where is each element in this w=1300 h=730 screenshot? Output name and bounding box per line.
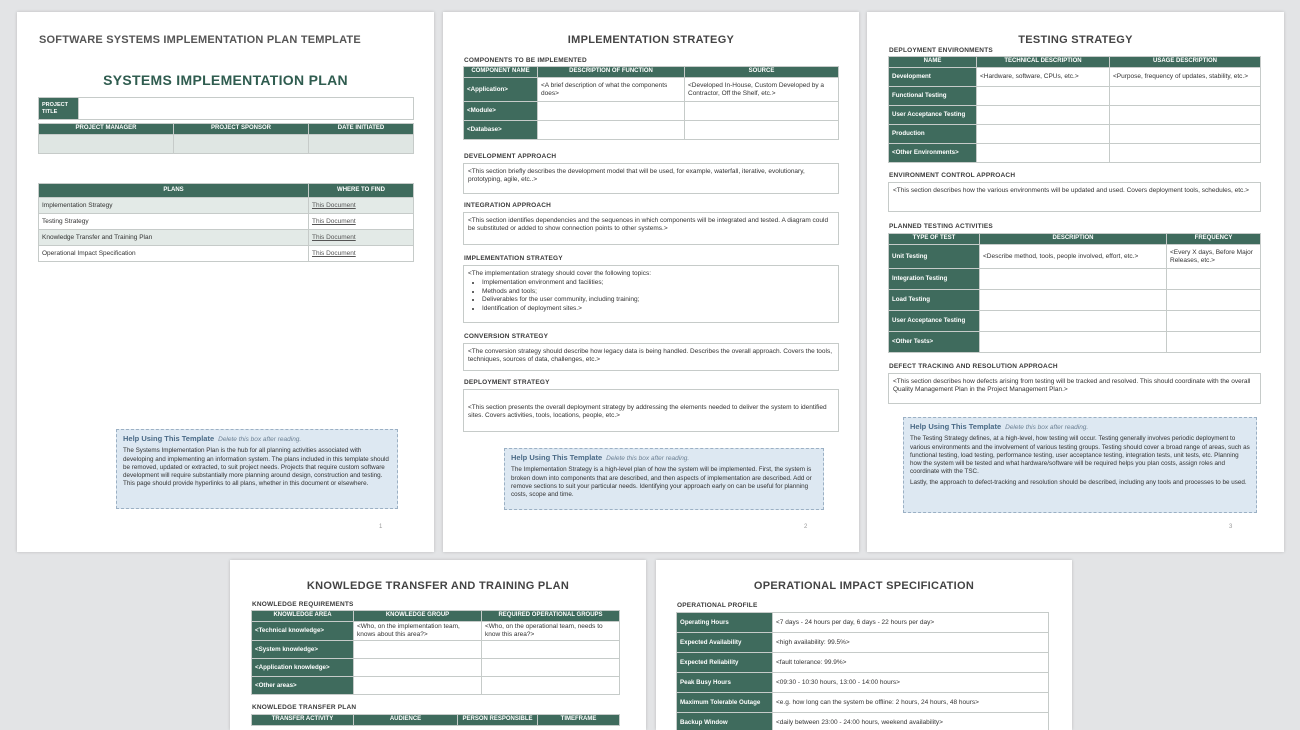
knowledge-area-header: KNOWLEDGE AREA — [252, 611, 354, 622]
table-row — [39, 230, 414, 246]
required-groups[interactable]: <Who, on the operational team, needs to know this area?> — [482, 622, 620, 641]
required-groups[interactable] — [482, 659, 620, 677]
profile-label: Backup Window — [677, 713, 773, 730]
plan-main-title: SYSTEMS IMPLEMENTATION PLAN — [17, 72, 434, 88]
table-row — [889, 332, 1261, 353]
env-tech[interactable] — [977, 144, 1110, 163]
table-row — [677, 673, 1049, 693]
page-3 — [867, 12, 1284, 552]
env-usage[interactable] — [1110, 144, 1261, 163]
page-number: 1 — [379, 524, 382, 530]
plans-header: PLANS — [39, 184, 309, 198]
knowledge-transfer-title: KNOWLEDGE TRANSFER AND TRAINING PLAN — [230, 580, 646, 592]
table-row — [677, 613, 1049, 633]
env-usage[interactable] — [1110, 106, 1261, 125]
component-desc[interactable] — [538, 102, 685, 121]
plan-name: Knowledge Transfer and Training Plan — [39, 230, 309, 246]
table-row — [39, 214, 414, 230]
project-info-table — [38, 123, 414, 154]
help-text: The Implementation Strategy is a high-level plan of how the system will be implemented. First, the system is broken down into components that are described, and then aspects of implementation are described. Add or remove sections to suit your particular needs. Identifying your approach early on can be useful for planning costs, scope and time. — [511, 466, 817, 499]
testing-strategy-title: TESTING STRATEGY — [867, 34, 1284, 46]
help-title: Help Using This Template — [910, 422, 1001, 431]
test-desc[interactable]: <Describe method, tools, people involved, effort, etc.> — [980, 245, 1167, 269]
plans-table — [38, 183, 414, 262]
component-name: <Application> — [464, 78, 538, 102]
profile-label: Operating Hours — [677, 613, 773, 633]
page-number: 2 — [804, 524, 807, 530]
plan-link[interactable]: This Document — [312, 250, 356, 257]
planned-testing-table — [888, 233, 1261, 353]
component-desc[interactable] — [538, 121, 685, 140]
knowledge-req-table — [251, 610, 620, 695]
defect-heading: DEFECT TRACKING AND RESOLUTION APPROACH — [889, 363, 1058, 370]
profile-value[interactable]: <fault tolerance: 99.9%> — [773, 653, 1049, 673]
table-row — [889, 106, 1261, 125]
table-row — [39, 246, 414, 262]
help-title: Help Using This Template — [123, 434, 214, 443]
env-usage[interactable] — [1110, 87, 1261, 106]
date-initiated-field[interactable] — [309, 135, 414, 154]
table-row — [252, 641, 620, 659]
project-sponsor-field[interactable] — [174, 135, 309, 154]
required-groups[interactable] — [482, 641, 620, 659]
plan-name: Implementation Strategy — [39, 198, 309, 214]
help-text: Lastly, the approach to defect-tracking and resolution should be described, including any tools and processes to be used. — [910, 479, 1250, 487]
knowledge-area: <Other areas> — [252, 677, 354, 695]
test-freq-header: FREQUENCY — [1167, 234, 1261, 245]
table-row — [39, 198, 414, 214]
env-name: Production — [889, 125, 977, 144]
page-5 — [656, 560, 1072, 730]
implementation-intro: <The implementation strategy should cover the following topics: — [468, 270, 834, 278]
person-responsible-header: PERSON RESPONSIBLE — [458, 715, 538, 726]
profile-label: Peak Busy Hours — [677, 673, 773, 693]
table-row — [889, 311, 1261, 332]
help-delete-note: Delete this box after reading. — [606, 455, 689, 462]
components-heading: COMPONENTS TO BE IMPLEMENTED — [464, 57, 587, 64]
profile-value[interactable]: <daily between 23:00 - 24:00 hours, weekend availability> — [773, 713, 1049, 730]
env-tech-header: TECHNICAL DESCRIPTION — [977, 57, 1110, 68]
test-freq[interactable] — [1167, 290, 1261, 311]
deployment-heading: DEPLOYMENT STRATEGY — [464, 379, 550, 386]
implementation-heading: IMPLEMENTATION STRATEGY — [464, 255, 563, 262]
test-freq[interactable] — [1167, 332, 1261, 353]
component-desc[interactable]: <A brief description of what the components does> — [538, 78, 685, 102]
environments-heading: DEPLOYMENT ENVIRONMENTS — [889, 47, 993, 54]
env-tech[interactable] — [977, 125, 1110, 144]
table-row — [889, 68, 1261, 87]
operational-impact-title: OPERATIONAL IMPACT SPECIFICATION — [656, 580, 1072, 592]
operational-profile-table — [676, 612, 1049, 730]
implementation-text[interactable] — [463, 265, 839, 323]
knowledge-group[interactable]: <Who, on the implementation team, knows about this area?> — [354, 622, 482, 641]
component-source[interactable]: <Developed In-House, Custom Developed by a Contractor, Off the Shelf, etc.> — [685, 78, 839, 102]
table-row — [677, 653, 1049, 673]
timeframe-header: TIMEFRAME — [538, 715, 620, 726]
list-item: • Deliverables for the user community, including training; — [482, 296, 834, 304]
component-source[interactable] — [685, 121, 839, 140]
development-heading: DEVELOPMENT APPROACH — [464, 153, 556, 160]
conversion-heading: CONVERSION STRATEGY — [464, 333, 548, 340]
table-row — [252, 659, 620, 677]
date-initiated-header: DATE INITIATED — [309, 124, 414, 135]
knowledge-transfer-plan-heading: KNOWLEDGE TRANSFER PLAN — [252, 704, 356, 711]
env-control-text[interactable]: <This section describes how the various environments will be updated and used. Covers deployment tools, schedules, etc.> — [888, 182, 1261, 212]
page-4 — [230, 560, 646, 730]
implementation-list — [468, 279, 834, 313]
integration-heading: INTEGRATION APPROACH — [464, 202, 551, 209]
page-number: 3 — [1229, 524, 1232, 530]
knowledge-transfer-plan-table — [251, 714, 620, 726]
document-title: SOFTWARE SYSTEMS IMPLEMENTATION PLAN TEMPLATE — [39, 34, 361, 46]
table-row — [464, 102, 839, 121]
page-1 — [17, 12, 434, 552]
components-table — [463, 66, 839, 140]
env-tech[interactable]: <Hardware, software, CPUs, etc.> — [977, 68, 1110, 87]
plan-link[interactable]: This Document — [312, 218, 356, 225]
where-to-find-header: WHERE TO FIND — [309, 184, 414, 198]
defect-text[interactable]: <This section describes how defects arising from testing will be tracked and resolved. This should coordinate with the overall Quality Management Plan in the Project Management Plan.> — [888, 373, 1261, 404]
table-row — [677, 713, 1049, 730]
list-item: • Methods and tools; — [482, 288, 834, 296]
integration-text[interactable]: <This section identifies dependencies and the sequences in which components will be integrated and tested. A diagram could be substituted or added to show connection points to other systems.> — [463, 212, 839, 245]
conversion-text[interactable]: <The conversion strategy should describe how legacy data is being handled. Describes the overall approach. Covers the tools, techniques, sources of data, challenges, etc.> — [463, 343, 839, 371]
component-name: <Module> — [464, 102, 538, 121]
table-row — [252, 677, 620, 695]
env-usage-header: USAGE DESCRIPTION — [1110, 57, 1261, 68]
plan-name: Testing Strategy — [39, 214, 309, 230]
description-header: DESCRIPTION OF FUNCTION — [538, 67, 685, 78]
help-delete-note: Delete this box after reading. — [1005, 424, 1088, 431]
page-2 — [443, 12, 859, 552]
test-desc[interactable] — [980, 332, 1167, 353]
knowledge-req-heading: KNOWLEDGE REQUIREMENTS — [252, 601, 354, 608]
table-row — [889, 125, 1261, 144]
test-freq[interactable] — [1167, 311, 1261, 332]
plan-link[interactable]: This Document — [312, 202, 356, 209]
test-freq[interactable] — [1167, 269, 1261, 290]
source-header: SOURCE — [685, 67, 839, 78]
test-type: User Acceptance Testing — [889, 311, 980, 332]
help-text: The Testing Strategy defines, at a high-level, how testing will occur. Testing generally involves periodic deployment to various environments and the involvement of various testing groups. Testing should cover a broad range of areas, such as functional testing, load testing, performance testing, user acceptance testing, integration tests, unit tests, etc. Planning how the system will be tested and what hardware/software will be required helps you plan costs, assign roles and coordinate with the TSC. — [910, 435, 1250, 476]
test-freq[interactable]: <Every X days, Before Major Releases, etc.> — [1167, 245, 1261, 269]
plan-name: Operational Impact Specification — [39, 246, 309, 262]
table-row — [889, 245, 1261, 269]
env-name: Functional Testing — [889, 87, 977, 106]
knowledge-group[interactable] — [354, 659, 482, 677]
knowledge-group[interactable] — [354, 641, 482, 659]
project-title-field[interactable] — [79, 98, 414, 120]
project-manager-header: PROJECT MANAGER — [39, 124, 174, 135]
env-name-header: NAME — [889, 57, 977, 68]
table-row — [464, 121, 839, 140]
planned-testing-heading: PLANNED TESTING ACTIVITIES — [889, 223, 993, 230]
env-name: User Acceptance Testing — [889, 106, 977, 125]
help-box — [116, 429, 398, 509]
transfer-activity-header: TRANSFER ACTIVITY — [252, 715, 354, 726]
table-row — [464, 78, 839, 102]
plan-link[interactable]: This Document — [312, 234, 356, 241]
deployment-text[interactable]: <This section presents the overall deployment strategy by addressing the elements needed to deliver the system to identified sites. Covers activities, tools, locations, people, etc.> — [463, 389, 839, 432]
table-row — [677, 693, 1049, 713]
project-manager-field[interactable] — [39, 135, 174, 154]
env-usage[interactable]: <Purpose, frequency of updates, stability, etc.> — [1110, 68, 1261, 87]
component-name-header: COMPONENT NAME — [464, 67, 538, 78]
test-type: <Other Tests> — [889, 332, 980, 353]
test-desc[interactable] — [980, 311, 1167, 332]
knowledge-group[interactable] — [354, 677, 482, 695]
table-row — [252, 622, 620, 641]
table-row — [889, 269, 1261, 290]
test-type-header: TYPE OF TEST — [889, 234, 980, 245]
component-source[interactable] — [685, 102, 839, 121]
profile-value[interactable]: <high availability: 99.5%> — [773, 633, 1049, 653]
env-name: Development — [889, 68, 977, 87]
required-groups[interactable] — [482, 677, 620, 695]
help-box — [903, 417, 1257, 513]
implementation-strategy-title: IMPLEMENTATION STRATEGY — [443, 34, 859, 46]
test-type: Unit Testing — [889, 245, 980, 269]
knowledge-area: <System knowledge> — [252, 641, 354, 659]
project-sponsor-header: PROJECT SPONSOR — [174, 124, 309, 135]
test-desc[interactable] — [980, 290, 1167, 311]
profile-label: Expected Availability — [677, 633, 773, 653]
profile-value[interactable]: <7 days - 24 hours per day, 6 days - 22 hours per day> — [773, 613, 1049, 633]
profile-value[interactable]: <09:30 - 10:30 hours, 13:00 - 14:00 hours> — [773, 673, 1049, 693]
env-control-heading: ENVIRONMENT CONTROL APPROACH — [889, 172, 1015, 179]
test-desc[interactable] — [980, 269, 1167, 290]
project-title-table — [38, 97, 414, 120]
env-usage[interactable] — [1110, 125, 1261, 144]
development-text[interactable]: <This section briefly describes the development model that will be used, for example, waterfall, iterative, evolutionary, prototyping, agile, etc..> — [463, 163, 839, 194]
table-row — [677, 633, 1049, 653]
test-type: Load Testing — [889, 290, 980, 311]
test-desc-header: DESCRIPTION — [980, 234, 1167, 245]
knowledge-group-header: KNOWLEDGE GROUP — [354, 611, 482, 622]
table-row — [889, 290, 1261, 311]
profile-label: Maximum Tolerable Outage — [677, 693, 773, 713]
list-item: • Identification of deployment sites.> — [482, 305, 834, 313]
environments-table — [888, 56, 1261, 163]
table-row — [889, 87, 1261, 106]
help-text: The Systems Implementation Plan is the hub for all planning activities associated with developing and implementing an information system. The plans included in this template should be removed, updated or extracted, to suit project needs. Projects that require custom software development will require substantially more planning around design, construction and testing. This page should provide hyperlinks to all plans, whether in this document or elsewhere. — [123, 447, 391, 488]
required-groups-header: REQUIRED OPERATIONAL GROUPS — [482, 611, 620, 622]
profile-value[interactable]: <e.g. how long can the system be offline: 2 hours, 24 hours, 48 hours> — [773, 693, 1049, 713]
operational-profile-heading: OPERATIONAL PROFILE — [677, 602, 757, 609]
help-title: Help Using This Template — [511, 453, 602, 462]
audience-header: AUDIENCE — [354, 715, 458, 726]
list-item: • Implementation environment and facilities; — [482, 279, 834, 287]
knowledge-area: <Technical knowledge> — [252, 622, 354, 641]
help-box — [504, 448, 824, 510]
help-delete-note: Delete this box after reading. — [218, 436, 301, 443]
knowledge-area: <Application knowledge> — [252, 659, 354, 677]
table-row — [889, 144, 1261, 163]
env-name: <Other Environments> — [889, 144, 977, 163]
profile-label: Expected Reliability — [677, 653, 773, 673]
test-type: Integration Testing — [889, 269, 980, 290]
component-name: <Database> — [464, 121, 538, 140]
project-title-label: PROJECT TITLE — [39, 98, 79, 120]
env-tech[interactable] — [977, 106, 1110, 125]
env-tech[interactable] — [977, 87, 1110, 106]
